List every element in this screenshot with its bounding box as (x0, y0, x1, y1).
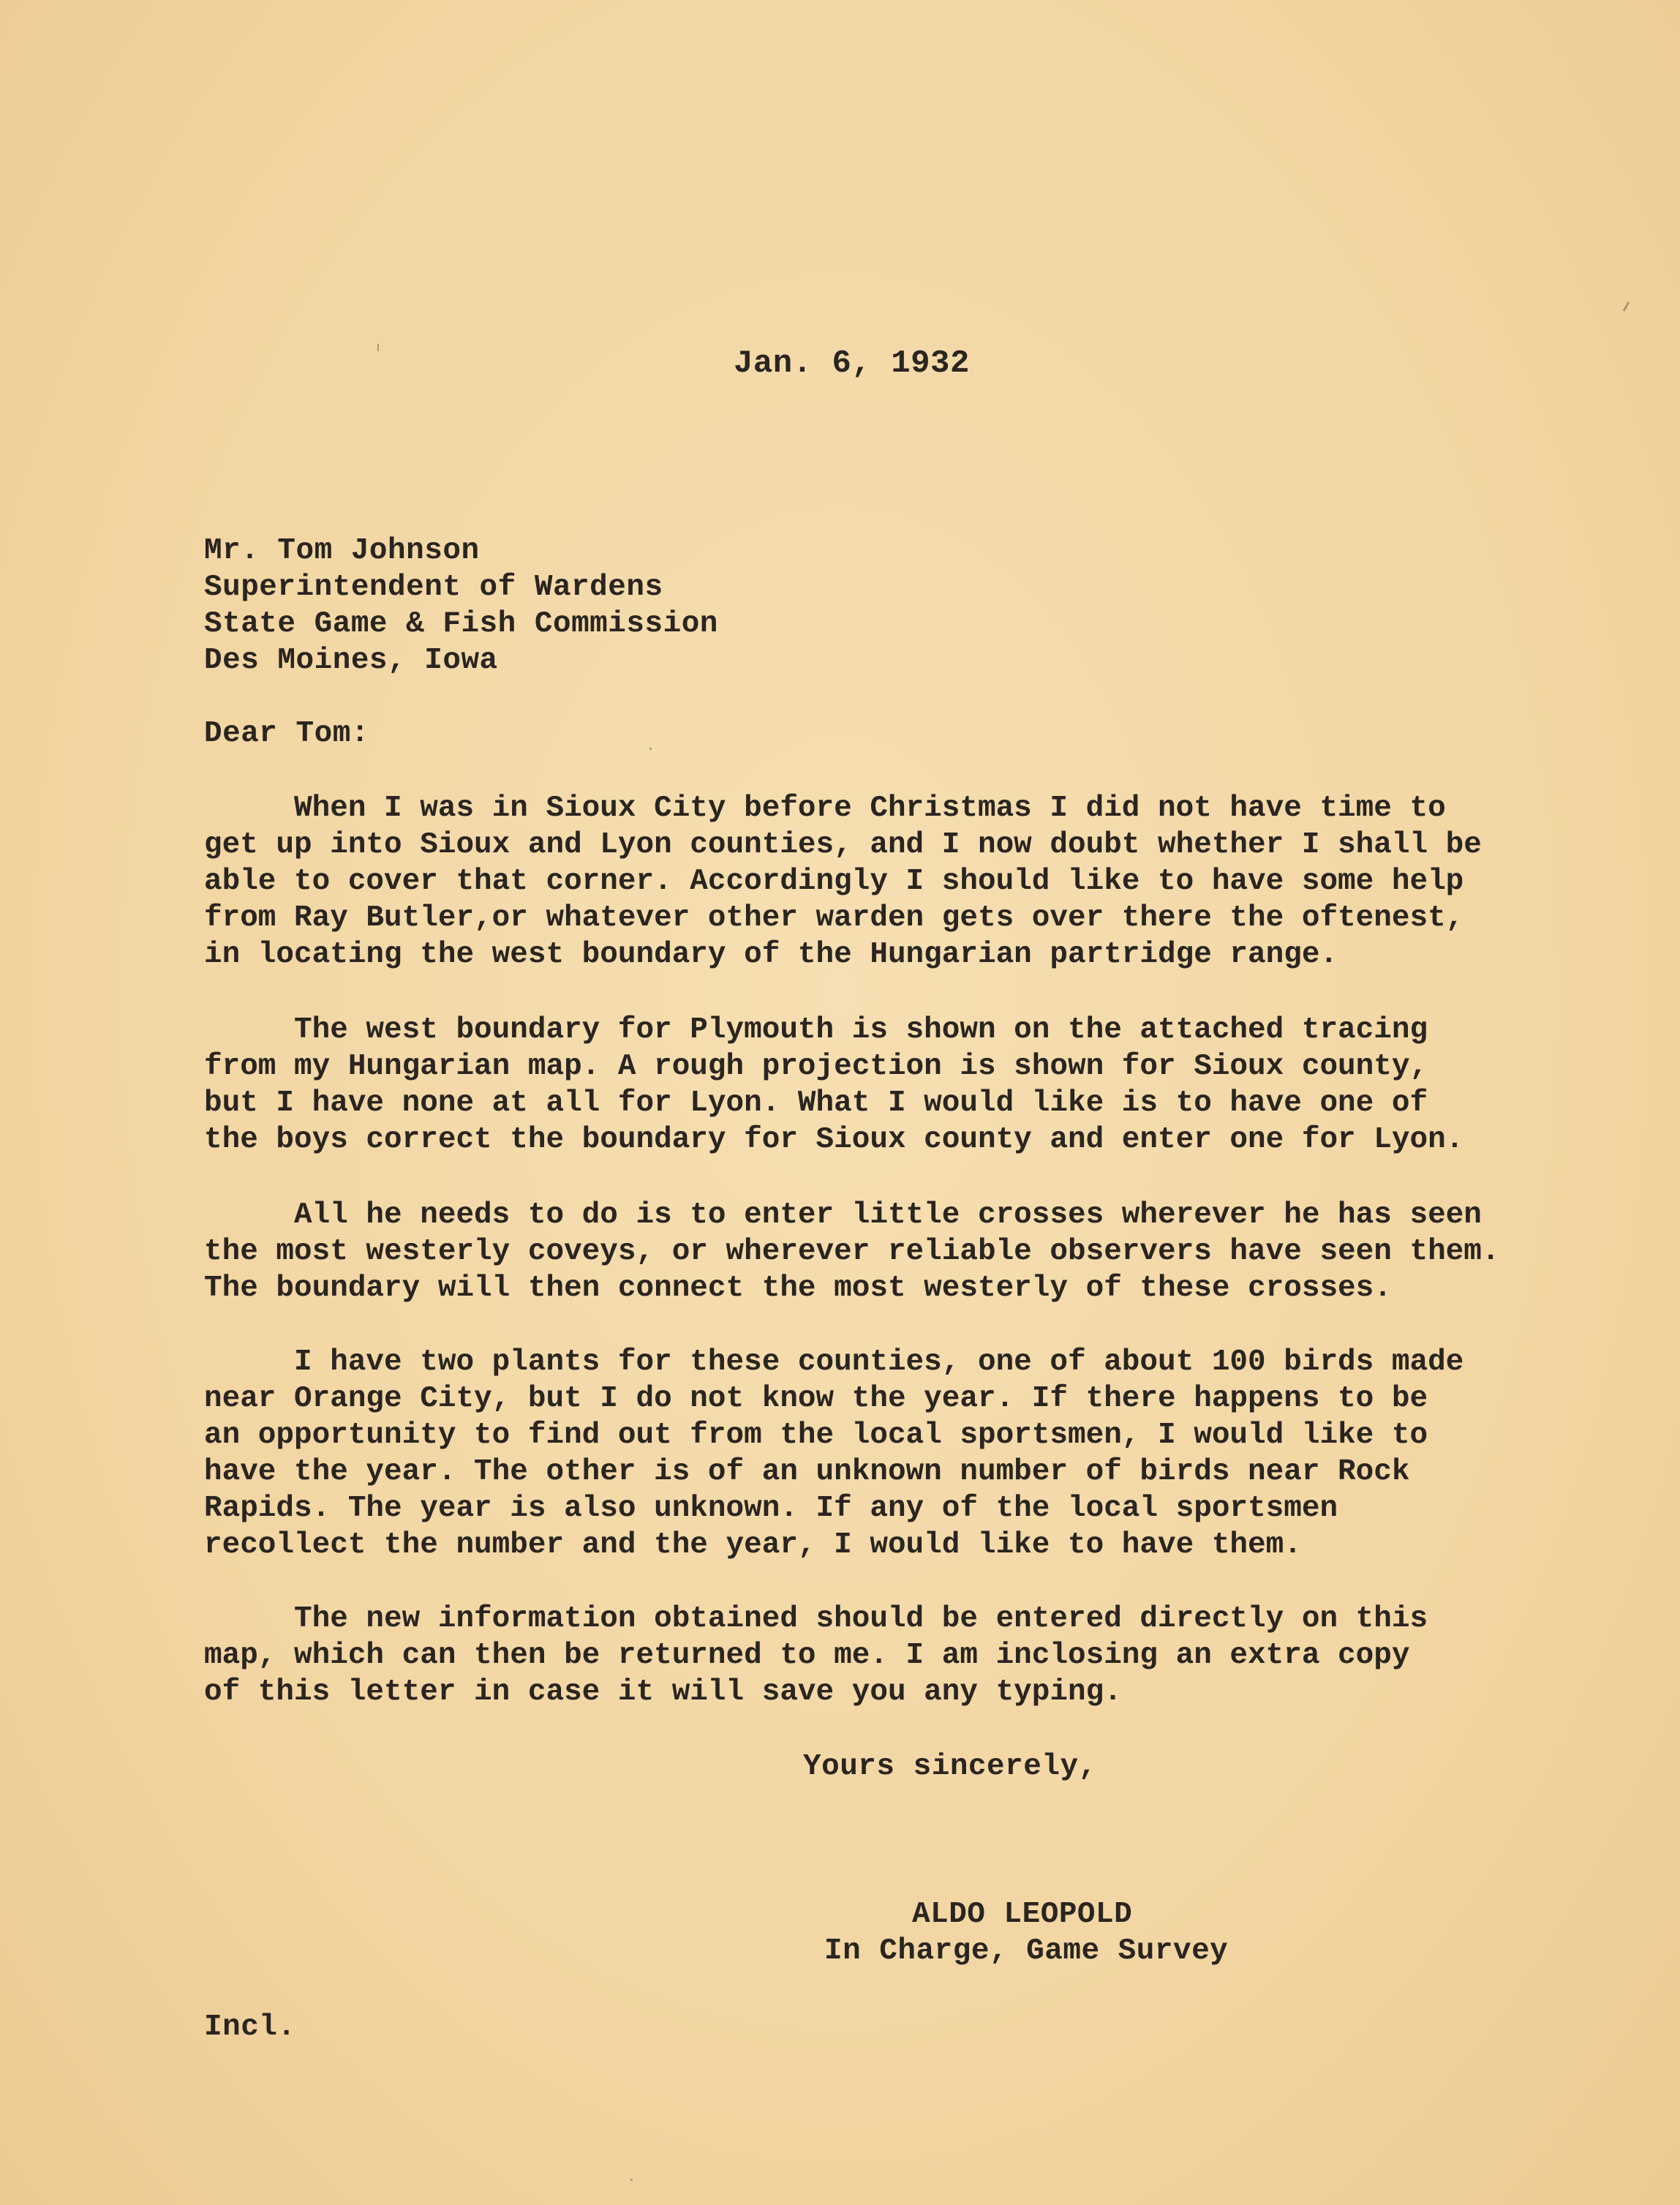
paragraph-line: have the year. The other is of an unknown number of birds near Rock (204, 1455, 1410, 1489)
body-paragraph-4 (204, 1344, 1521, 1563)
signature-title: In Charge, Game Survey (824, 1934, 1229, 1968)
recipient-location: Des Moines, Iowa (204, 644, 498, 677)
paragraph-line: get up into Sioux and Lyon counties, and I now doubt whether I shall be (204, 828, 1482, 862)
paragraph-line: When I was in Sioux City before Christmas I did not have time to (204, 792, 1446, 825)
body-paragraph-1 (204, 790, 1521, 973)
paragraph-line: but I have none at all for Lyon. What I would like is to have one of (204, 1086, 1428, 1120)
body-paragraph-5 (204, 1601, 1521, 1710)
body-paragraph-2 (204, 1012, 1521, 1158)
body-paragraph-3 (204, 1197, 1521, 1307)
paper-speck (649, 748, 652, 750)
paragraph-line: an opportunity to find out from the local sportsmen, I would like to (204, 1419, 1428, 1452)
paragraph-line: the most westerly coveys, or wherever reliable observers have seen them. (204, 1235, 1500, 1269)
signature-name: ALDO LEOPOLD (912, 1898, 1133, 1931)
paper-speck (377, 344, 379, 351)
recipient-name: Mr. Tom Johnson (204, 534, 480, 568)
recipient-title: Superintendent of Wardens (204, 571, 663, 604)
letter-date: Jan. 6, 1932 (734, 345, 970, 382)
paragraph-line: The boundary will then connect the most westerly of these crosses. (204, 1271, 1392, 1305)
paragraph-line: map, which can then be returned to me. I am inclosing an extra copy (204, 1639, 1410, 1672)
paragraph-line: near Orange City, but I do not know the year. If there happens to be (204, 1382, 1428, 1416)
paragraph-line: I have two plants for these counties, one of about 100 birds made (204, 1345, 1464, 1379)
paragraph-line: Rapids. The year is also unknown. If any of the local sportsmen (204, 1492, 1338, 1525)
paragraph-line: from my Hungarian map. A rough projection is shown for Sioux county, (204, 1050, 1428, 1083)
paper-speck (630, 2179, 633, 2181)
salutation: Dear Tom: (204, 717, 369, 751)
paragraph-line: The new information obtained should be entered directly on this (204, 1602, 1428, 1636)
paragraph-line: able to cover that corner. Accordingly I should like to have some help (204, 865, 1464, 898)
enclosure-note: Incl. (204, 2010, 296, 2044)
paragraph-line: in locating the west boundary of the Hungarian partridge range. (204, 938, 1338, 972)
paragraph-line: of this letter in case it will save you any typing. (204, 1675, 1122, 1709)
paragraph-line: The west boundary for Plymouth is shown on the attached tracing (204, 1013, 1428, 1047)
closing: Yours sincerely, (803, 1750, 1097, 1784)
paper-speck (1623, 301, 1630, 312)
paragraph-line: the boys correct the boundary for Sioux county and enter one for Lyon. (204, 1123, 1464, 1157)
paragraph-line: from Ray Butler,or whatever other warden gets over there the oftenest, (204, 901, 1464, 935)
recipient-organization: State Game & Fish Commission (204, 607, 718, 641)
paragraph-line: All he needs to do is to enter little crosses wherever he has seen (204, 1198, 1482, 1232)
paragraph-line: recollect the number and the year, I would like to have them. (204, 1528, 1302, 1562)
